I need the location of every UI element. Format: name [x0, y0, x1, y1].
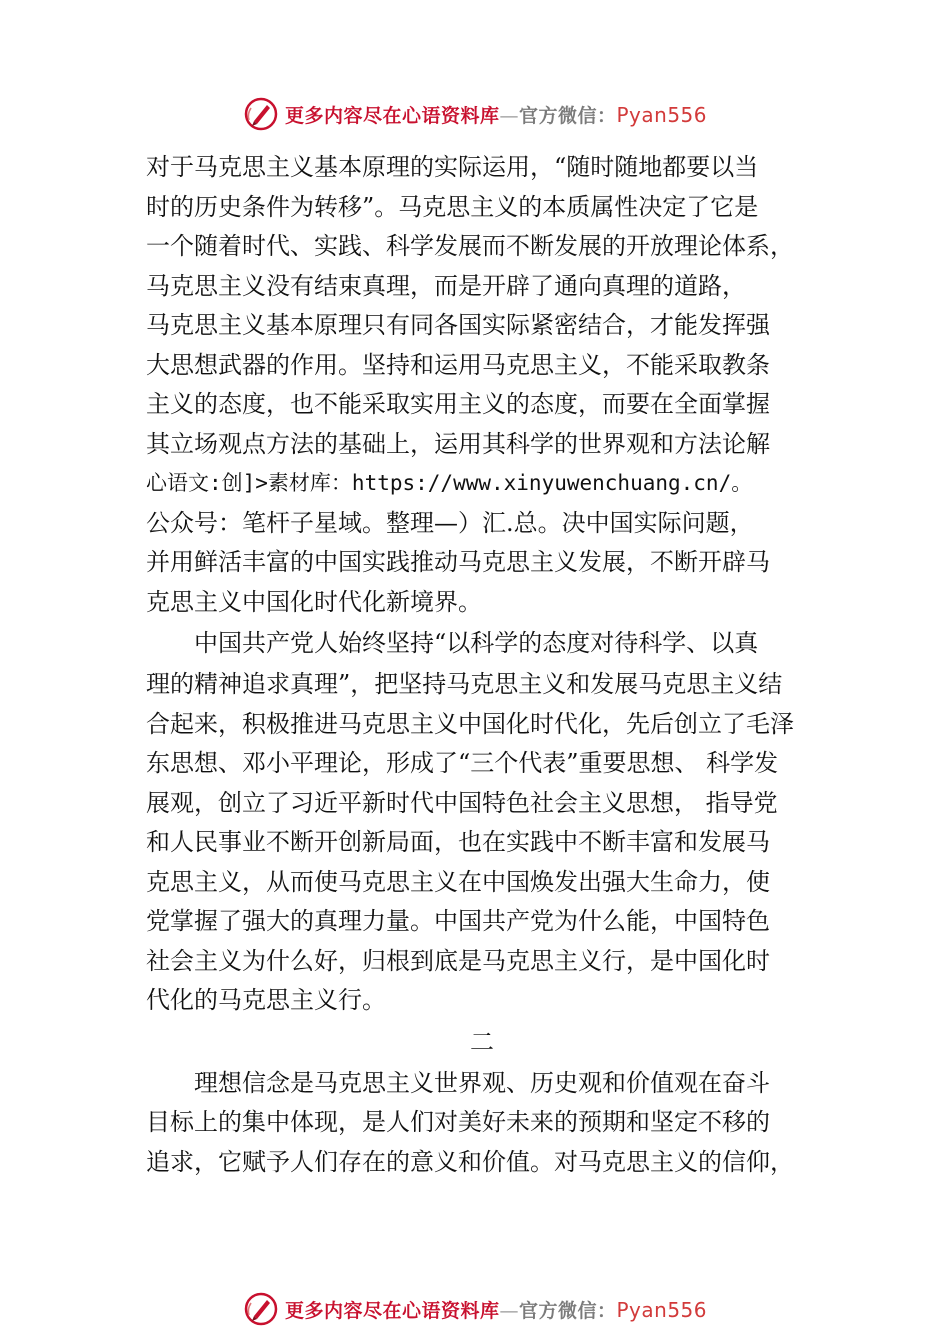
text-line: 公众号：笔杆子星域。整理—）汇.总。决中国实际问题，: [146, 508, 754, 537]
text-line: 对于马克思主义基本原理的实际运用，“随时随地都要以当: [146, 153, 759, 181]
text-line: 党掌握了强大的真理力量。中国共产党为什么能，中国特色: [146, 907, 770, 935]
text-line: 马克思主义没有结束真理，而是开辟了通向真理的道路，: [146, 271, 746, 300]
text-line: 中国共产党人始终坚持“以科学的态度对待科学、以真: [146, 629, 759, 657]
footer-banner: [0, 1289, 950, 1329]
header-separator: —: [499, 104, 519, 127]
text-line: 合起来，积极推进马克思主义中国化时代化，先后创立了毛泽: [146, 709, 794, 738]
text-line: 理想信念是马克思主义世界观、历史观和价值观在奋斗: [146, 1068, 770, 1097]
text-line: 克思主义中国化时代化新境界。: [146, 587, 482, 616]
header-main-text: 更多内容尽在心语资料库: [284, 104, 500, 127]
text-line: 主义的态度，也不能采取实用主义的态度，而要在全面掌握: [146, 390, 770, 418]
source-url-line: 心语文:创]>素材库：https://www.xinyuwenchuang.cn/。: [146, 471, 753, 495]
text-line: 社会主义为什么好，归根到底是马克思主义行，是中国化时: [146, 946, 770, 975]
footer-main-text: 更多内容尽在心语资料库: [284, 1299, 500, 1322]
text-line: 克思主义，从而使马克思主义在中国焕发出强大生命力，使: [146, 867, 770, 896]
text-line: 并用鲜活丰富的中国实践推动马克思主义发展，不断开辟马: [146, 548, 770, 576]
text-line: 大思想武器的作用。坚持和运用马克思主义，不能采取教条: [146, 350, 770, 379]
pen-logo-icon: [243, 1291, 279, 1327]
header-banner: [0, 94, 950, 134]
text-line: 东思想、邓小平理论，形成了“三个代表”重要思想、 科学发: [146, 749, 779, 777]
footer-separator: —: [499, 1299, 519, 1322]
pen-logo-icon: [243, 96, 279, 132]
text-line: 和人民事业不断开创新局面，也在实践中不断丰富和发展马: [146, 828, 770, 856]
header-wechat-id: Pyan556: [616, 102, 708, 127]
text-line: 目标上的集中体现，是人们对美好未来的预期和坚定不移的: [146, 1108, 770, 1136]
text-line: 代化的马克思主义行。: [146, 986, 386, 1014]
text-line: 展观，创立了习近平新时代中国特色社会主义思想， 指导党: [146, 788, 778, 817]
text-line: 一个随着时代、实践、科学发展而不断发展的开放理论体系，: [146, 232, 794, 260]
footer-label: 官方微信：: [518, 1299, 617, 1322]
text-line: 其立场观点方法的基础上，运用其科学的世界观和方法论解: [146, 429, 770, 458]
text-line: 马克思主义基本原理只有同各国实际紧密结合，才能发挥强: [146, 311, 770, 339]
text-line: 时的历史条件为转移”。马克思主义的本质属性决定了它是: [146, 192, 759, 221]
section-heading: 二: [470, 1027, 494, 1056]
footer-wechat-id: Pyan556: [616, 1297, 708, 1322]
header-label: 官方微信：: [518, 104, 617, 127]
text-line: 理的精神追求真理”，把坚持马克思主义和发展马克思主义结: [146, 670, 783, 698]
document-body: [146, 148, 818, 1182]
text-line: 追求，它赋予人们存在的意义和价值。对马克思主义的信仰，: [146, 1147, 794, 1176]
